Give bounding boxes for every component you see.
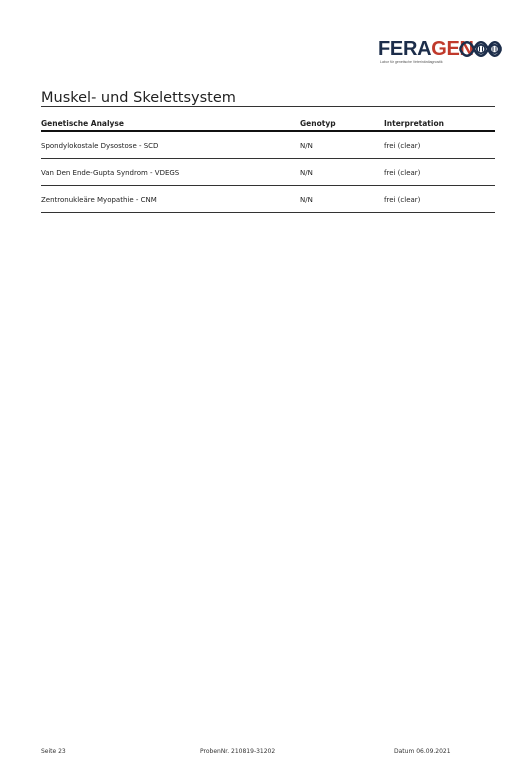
genotype-cell: N/N [300,196,313,204]
header-analysis: Genetische Analyse [41,119,124,128]
header-genotype: Genotyp [300,119,336,128]
analysis-cell: Van Den Ende-Gupta Syndrom - VDEGS [41,169,180,177]
header-interpretation: Interpretation [384,119,444,128]
genotype-cell: N/N [300,142,313,150]
analysis-cell: Spondylokostale Dysostose - SCD [41,142,159,150]
feragen-logo [378,38,503,70]
logo-wordmark-part1: FERA [378,38,432,60]
logo-wordmark-part2: GEN [431,38,474,60]
genotype-cell: N/N [300,169,313,177]
footer-date: Datum 06.09.2021 [394,748,451,755]
interpretation-cell: frei (clear) [384,169,421,177]
analysis-cell: Zentronukleäre Myopathie - CNM [41,196,157,204]
section-title: Muskel- und Skelettsystem [41,90,236,106]
dna-helix-icon [458,38,502,60]
table-row [41,159,495,186]
interpretation-cell: frei (clear) [384,196,421,204]
table-row [41,186,495,213]
interpretation-cell: frei (clear) [384,142,421,150]
title-divider [41,106,495,107]
footer-sample-number: ProbenNr. 210819-31202 [200,748,276,755]
table-header [41,116,495,130]
table-row [41,132,495,159]
logo-tagline: Labor für genetische Veterinärdiagnostik [380,60,443,64]
footer-page-number: Seite 23 [41,748,66,755]
results-table [41,116,495,213]
